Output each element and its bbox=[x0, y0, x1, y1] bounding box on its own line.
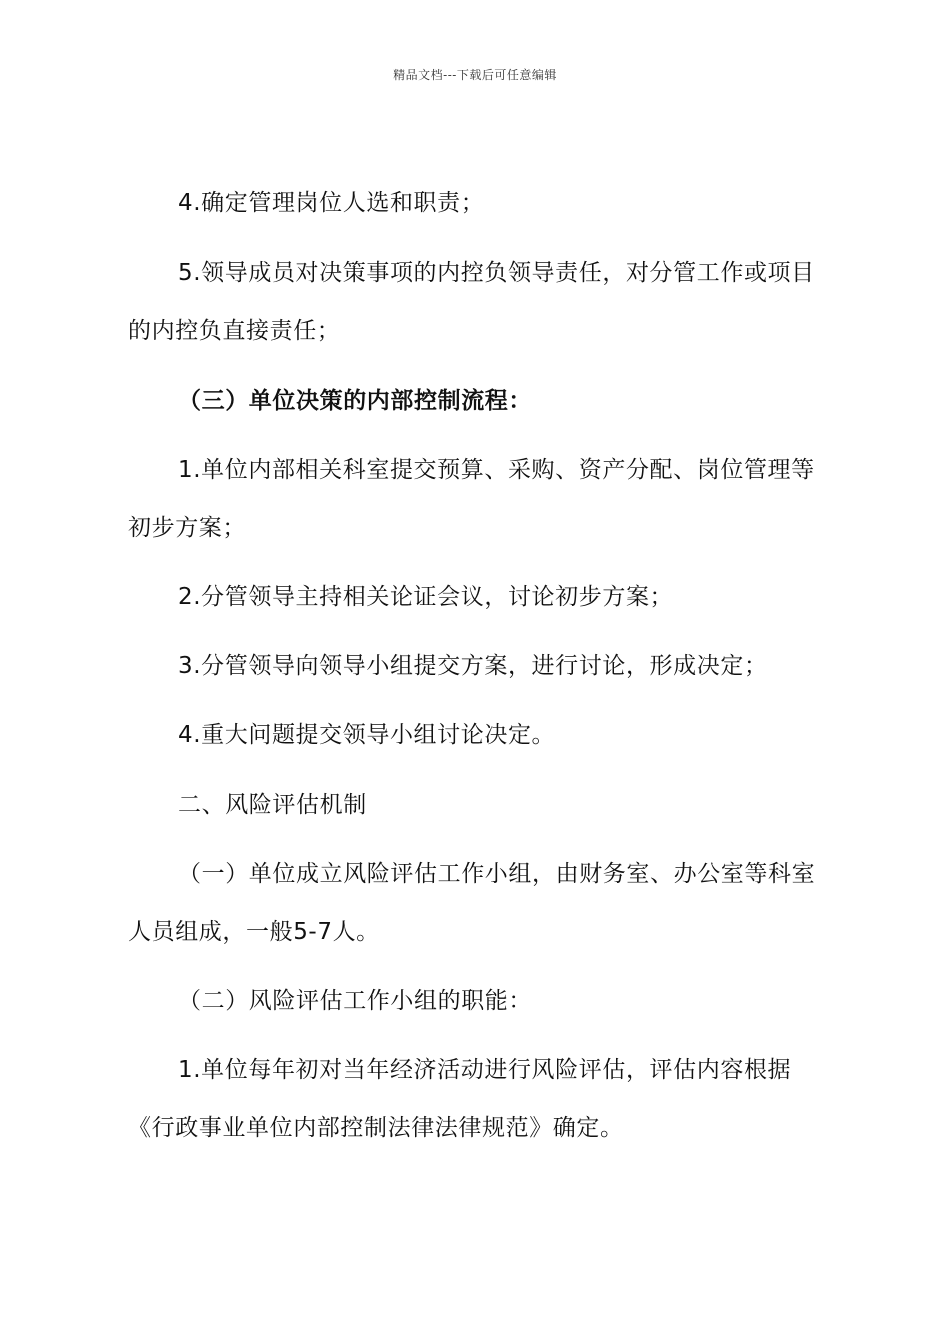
paragraph: 3.分管领导向领导小组提交方案，进行讨论，形成决定； bbox=[178, 653, 768, 679]
section-heading: 二、风险评估机制 bbox=[178, 792, 367, 818]
paragraph: 1.单位内部相关科室提交预算、采购、资产分配、岗位管理等初步方案； bbox=[128, 457, 815, 541]
page-header-note: 精品文档---下载后可任意编辑 bbox=[393, 68, 557, 82]
paragraph: 1.单位每年初对当年经济活动进行风险评估，评估内容根据《行政事业单位内部控制法律法律规范》确定。 bbox=[128, 1057, 792, 1141]
paragraph: 4.重大问题提交领导小组讨论决定。 bbox=[178, 722, 556, 748]
paragraph: 4.确定管理岗位人选和职责； bbox=[178, 190, 485, 216]
section-heading: （三）单位决策的内部控制流程： bbox=[178, 388, 532, 414]
subsection-heading: （二）风险评估工作小组的职能： bbox=[178, 988, 532, 1014]
paragraph: 5.领导成员对决策事项的内控负领导责任，对分管工作或项目的内控负直接责任； bbox=[128, 260, 815, 344]
paragraph: （一）单位成立风险评估工作小组，由财务室、办公室等科室人员组成，一般5-7人。 bbox=[128, 861, 816, 945]
paragraph: 2.分管领导主持相关论证会议，讨论初步方案； bbox=[178, 584, 674, 610]
